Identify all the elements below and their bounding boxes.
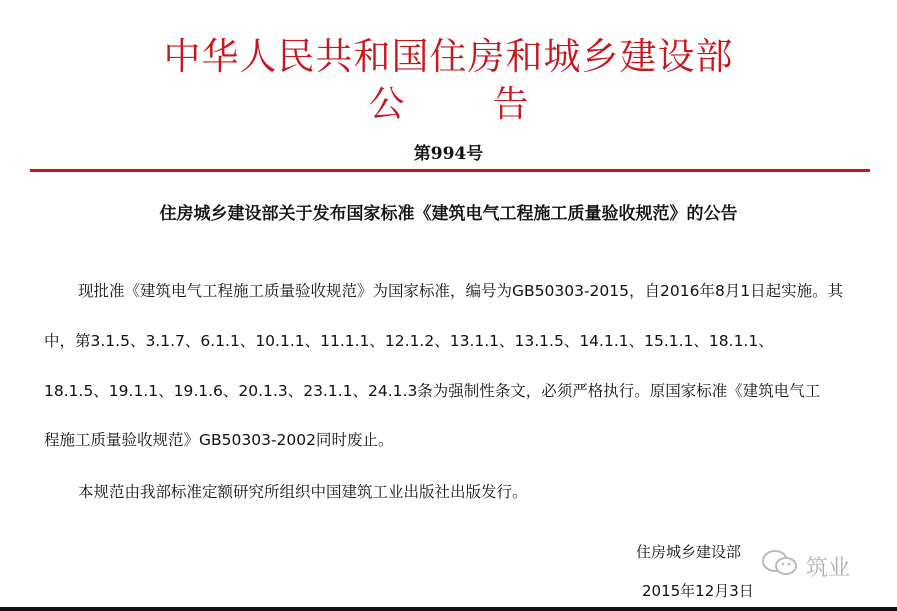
watermark	[760, 548, 850, 584]
issue-date: 2015年12月3日	[642, 582, 754, 600]
bottom-border	[0, 607, 897, 611]
ministry-title: 中华人民共和国住房和城乡建设部	[163, 35, 734, 78]
body-line: 现批准《建筑电气工程施工质量验收规范》为国家标准，编号为GB50303-2015，自2016年8月1日起实施。其	[78, 282, 844, 300]
body-line: 18.1.5、19.1.1、19.1.6、20.1.3、23.1.1、24.1.3条为强制性条文，必须严格执行。原国家标准《建筑电气工	[44, 382, 821, 400]
body-line: 程施工质量验收规范》GB50303-2002同时废止。	[44, 431, 394, 449]
body-paragraph: 本规范由我部标准定额研究所组织中国建筑工业出版社出版发行。	[78, 483, 528, 501]
body-line: 中，第3.1.5、3.1.7、6.1.1、10.1.1、11.1.1、12.1.2、13.1.1、13.1.5、14.1.1、15.1.1、18.1.1、	[44, 332, 774, 350]
document-type: 公告	[368, 84, 617, 125]
issuer: 住房城乡建设部	[636, 543, 742, 561]
wechat-icon	[760, 548, 800, 584]
watermark-text: 筑业	[806, 555, 851, 581]
subject-heading: 住房城乡建设部关于发布国家标准《建筑电气工程施工质量验收规范》的公告	[159, 204, 738, 224]
red-divider	[30, 169, 870, 172]
document-number: 第994号	[413, 144, 484, 164]
